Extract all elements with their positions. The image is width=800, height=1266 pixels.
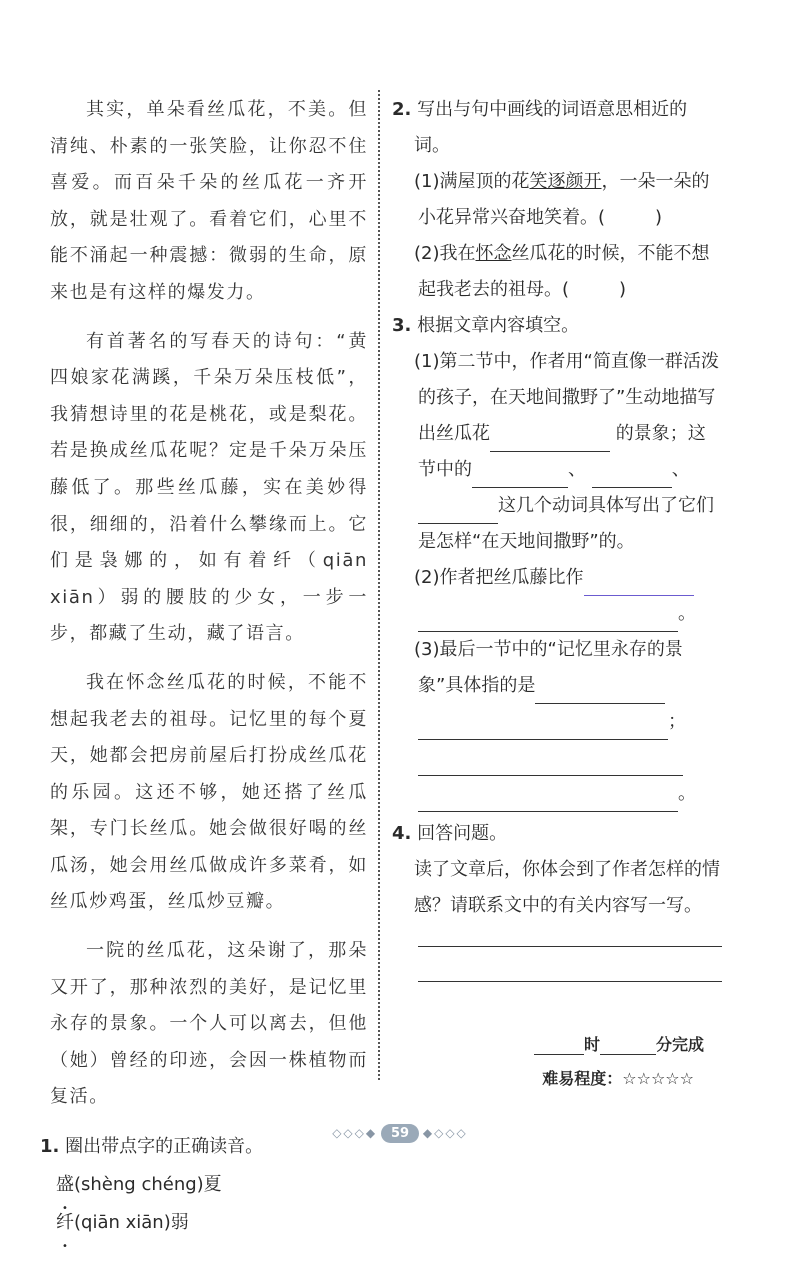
answer-blank[interactable] <box>418 753 683 776</box>
answer-line[interactable] <box>418 981 722 982</box>
answer-blank[interactable] <box>418 789 678 812</box>
question-2 <box>392 92 722 308</box>
answer-blank[interactable] <box>418 717 668 740</box>
dotted-char: 纤 <box>56 1212 74 1234</box>
sentence-text: 丝瓜花的时候，不能不想起我老去的祖母。( <box>418 243 710 300</box>
minute-label: 分完成 <box>655 1035 704 1054</box>
paragraph-text: 其实，单朵看丝瓜花，不美。但清纯、朴素的一张笑脸，让你忍不住喜爱。而百朵千朵的丝瓜花一齐开放，就是壮观了。看着它们，心里不能不涌起一种震撼：微弱的生命，原来也是有这样的爆发力。 <box>50 99 368 303</box>
question-1 <box>40 1128 368 1242</box>
answer-blank[interactable] <box>592 465 672 488</box>
passage-column <box>40 92 368 1242</box>
passage-paragraph <box>50 324 368 653</box>
question-number: 2. <box>392 99 412 120</box>
pinyin-options[interactable]: (qiān xiān)弱 <box>74 1212 189 1234</box>
question-title: 圈出带点字的正确读音。 <box>65 1136 264 1158</box>
passage-paragraph <box>50 933 368 1116</box>
page-footer <box>0 1124 800 1143</box>
sentence-text: 这几个动词具体写出了它们是怎样“在天地间撒野”的。 <box>418 495 714 552</box>
question-title: 写出与句中画线的词语意思相近的词。 <box>414 99 688 156</box>
passage-paragraph <box>50 665 368 921</box>
underlined-word: 笑逐颜开 <box>529 171 602 192</box>
question-title: 回答问题。 <box>417 823 508 844</box>
hour-blank[interactable] <box>534 1032 584 1055</box>
paren-close: ) <box>619 279 627 300</box>
punct: 、 <box>568 459 586 480</box>
questions-column <box>392 92 722 982</box>
question-number: 3. <box>392 315 412 336</box>
question-number: 4. <box>392 823 412 844</box>
sentence-text: (2)作者把丝瓜藤比作 <box>414 567 584 588</box>
question-3 <box>392 308 722 812</box>
minute-blank[interactable] <box>600 1032 656 1055</box>
question-4 <box>392 816 722 982</box>
paragraph-text: 我在怀念丝瓜花的时候，不能不想起我老去的祖母。记忆里的每个夏天，她都会把房前屋后打扮成丝瓜花的乐园。这还不够，她还搭了丝瓜架，专门长丝瓜。她会做很好喝的丝瓜汤，她会用丝瓜做成许多菜肴，如丝瓜炒鸡蛋，丝瓜炒豆瓣。 <box>50 671 368 913</box>
dotted-char: 盛 <box>56 1174 74 1196</box>
punct: ； <box>668 711 686 732</box>
question-title: 根据文章内容填空。 <box>417 315 580 336</box>
answer-blank[interactable] <box>418 501 498 524</box>
question-number: 1. <box>40 1136 60 1158</box>
answer-blank[interactable] <box>535 681 665 704</box>
answer-blank[interactable] <box>584 573 694 596</box>
sentence-text: (3)最后一节中的“记忆里永存的景象”具体指的是 <box>414 639 683 696</box>
sentence-text: (2)我在 <box>414 243 476 264</box>
sentence-text: (1)满屋顶的花 <box>414 171 530 192</box>
decoration-left-icon: ◇◇◇◆ <box>332 1126 378 1140</box>
page-number: 59 <box>381 1124 419 1143</box>
hour-label: 时 <box>583 1035 600 1054</box>
sentence-text: ，一朵一朵的小花异常兴奋地笑着。( <box>418 171 710 228</box>
completion-time <box>534 1032 704 1055</box>
punct: 。 <box>678 783 696 804</box>
punct: 。 <box>678 603 696 624</box>
difficulty-rating[interactable]: 难易程度：☆☆☆☆☆ <box>542 1069 694 1088</box>
paren-close: ) <box>655 207 663 228</box>
pinyin-options[interactable]: (shèng chéng)夏 <box>74 1174 222 1196</box>
answer-blank[interactable] <box>418 609 678 632</box>
sentence-text: (1)第二节中，作者用“简直像一群活泼的孩子，在天地间撒野了”生动地描写出丝瓜花 <box>414 351 719 444</box>
underlined-word: 怀念 <box>475 243 512 264</box>
decoration-right-icon: ◆◇◇◇ <box>422 1126 468 1140</box>
answer-blank[interactable] <box>490 429 610 452</box>
punct: 、 <box>671 459 690 480</box>
passage-paragraph <box>50 92 368 312</box>
column-divider <box>378 90 380 1080</box>
paragraph-text: 有首著名的写春天的诗句：“黄四娘家花满蹊，千朵万朵压枝低”，我猜想诗里的花是桃花，或是梨花。若是换成丝瓜花呢？定是千朵万朵压藤低了。那些丝瓜藤，实在美妙得很，细细的，沿着什么攀缘而上。它们是袅娜的，如有着纤（qiān xiān）弱的腰肢的少女，一步一步，都藏了生动，藏了语言。 <box>50 330 368 645</box>
question-body: 读了文章后，你体会到了作者怎样的情感？请联系文中的有关内容写一写。 <box>414 859 720 916</box>
answer-blank[interactable] <box>569 286 619 308</box>
answer-blank[interactable] <box>472 465 568 488</box>
sentence-text: 的景象；这节中的 <box>418 423 706 480</box>
paragraph-text: 一院的丝瓜花，这朵谢了，那朵又开了，那种浓烈的美好，是记忆里永存的景象。一个人可以离去，但他（她）曾经的印迹，会因一株植物而复活。 <box>50 940 368 1108</box>
answer-blank[interactable] <box>605 214 655 236</box>
